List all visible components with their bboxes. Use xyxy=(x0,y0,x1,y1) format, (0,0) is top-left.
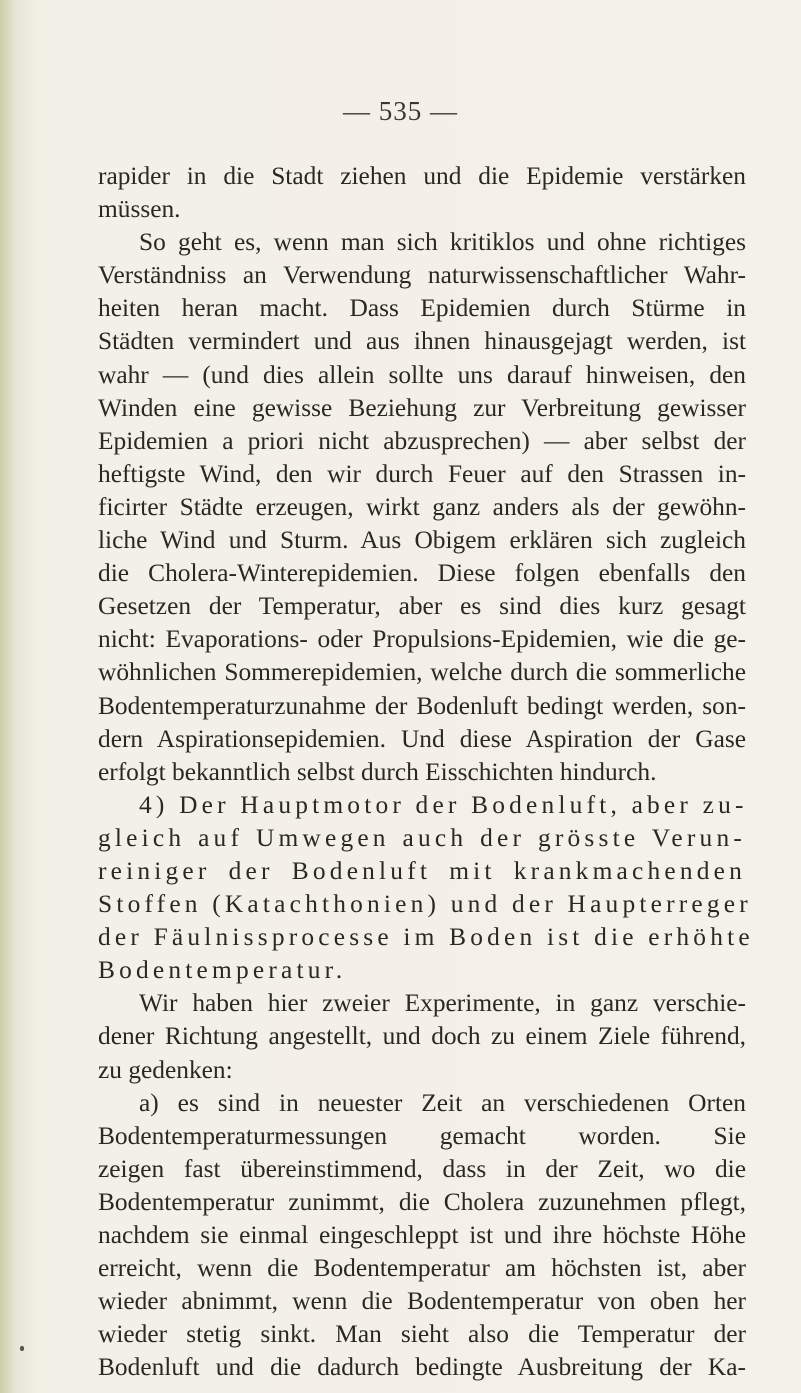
text-line: zeigen fast übereinstimmend, dass in der Zeit, wo die xyxy=(98,1154,746,1183)
text-line: erfolgt bekanntlich selbst durch Eisschichten hindurch. xyxy=(98,757,657,786)
text-line: Wir haben hier zweier Experimente, in ganz verschie- xyxy=(139,989,746,1018)
margin-dot xyxy=(20,1346,24,1351)
text-line: Städten vermindert und aus ihnen hinausgejagt werden, ist xyxy=(98,327,746,356)
text-line: dener Richtung angestellt, und doch zu einem Ziele führend, xyxy=(98,1022,746,1051)
emphasized-text-line: gleich auf Umwegen auch der grösste Verun- xyxy=(98,823,746,852)
text-line: Gesetzen der Temperatur, aber es sind dies kurz gesagt xyxy=(98,592,746,621)
text-line: dern Aspirationsepidemien. Und diese Aspiration der Gase xyxy=(98,724,746,753)
text-line: wieder abnimmt, wenn die Bodentemperatur von oben her xyxy=(98,1287,746,1316)
text-line: heftigste Wind, den wir durch Feuer auf den Strassen in- xyxy=(98,459,746,488)
page-binding-edge xyxy=(0,0,14,1393)
emphasized-text-line: Stoffen (Katachthonien) und der Haupterreger xyxy=(98,890,752,919)
text-line: Bodentemperaturmessungen gemacht worden. Sie xyxy=(98,1121,746,1150)
page-number: — 535 — xyxy=(343,96,458,126)
text-line: erreicht, wenn die Bodentemperatur am höchsten ist, aber xyxy=(98,1254,746,1283)
text-line: nachdem sie einmal eingeschleppt ist und ihre höchste Höhe xyxy=(98,1221,746,1249)
text-line: die Cholera-Winterepidemien. Diese folgen ebenfalls den xyxy=(98,559,746,588)
text-line: wöhnlichen Sommerepidemien, welche durch die sommerliche xyxy=(98,658,746,687)
text-line: Epidemien a priori nicht abzusprechen) — aber selbst der xyxy=(98,426,746,455)
text-line: Verständniss an Verwendung naturwissenschaftlicher Wahr- xyxy=(98,261,746,290)
text-line: zu gedenken: xyxy=(98,1055,233,1084)
text-line: So geht es, wenn man sich kritiklos und ohne richtiges xyxy=(139,228,746,257)
emphasized-text-line: Bodentemperatur. xyxy=(98,956,347,985)
text-line: wahr — (und dies allein sollte uns darauf hinweisen, den xyxy=(98,360,746,389)
text-line: wieder stetig sinkt. Man sieht also die Temperatur der xyxy=(98,1320,746,1349)
text-line: Bodentemperaturzunahme der Bodenluft bedingt werden, son- xyxy=(98,691,746,720)
emphasized-text-line: reiniger der Bodenluft mit krankmachenden xyxy=(98,856,746,885)
emphasized-text-line: 4) Der Hauptmotor der Bodenluft, aber zu- xyxy=(139,790,748,819)
text-line: Bodentemperatur zunimmt, die Cholera zuzunehmen pflegt, xyxy=(98,1187,746,1216)
text-line: Winden eine gewisse Beziehung zur Verbreitung gewisser xyxy=(98,393,746,422)
text-line: a) es sind in neuester Zeit an verschiedenen Orten xyxy=(139,1088,746,1117)
text-line: heiten heran macht. Dass Epidemien durch Stürme in xyxy=(98,294,746,323)
text-line: müssen. xyxy=(98,195,181,224)
text-line: nicht: Evaporations- oder Propulsions-Epidemien, wie die ge- xyxy=(98,625,746,654)
body-text xyxy=(98,160,754,1384)
text-line: rapider in die Stadt ziehen und die Epidemie verstärken xyxy=(98,162,746,190)
text-line: liche Wind und Sturm. Aus Obigem erklären sich zugleich xyxy=(98,526,746,555)
text-line: Bodenluft und die dadurch bedingte Ausbreitung der Ka- xyxy=(98,1353,746,1382)
emphasized-text-line: der Fäulnissprocesse im Boden ist die erhöhte xyxy=(98,923,754,952)
text-line: ficirter Städte erzeugen, wirkt ganz anders als der gewöhn- xyxy=(98,492,746,521)
